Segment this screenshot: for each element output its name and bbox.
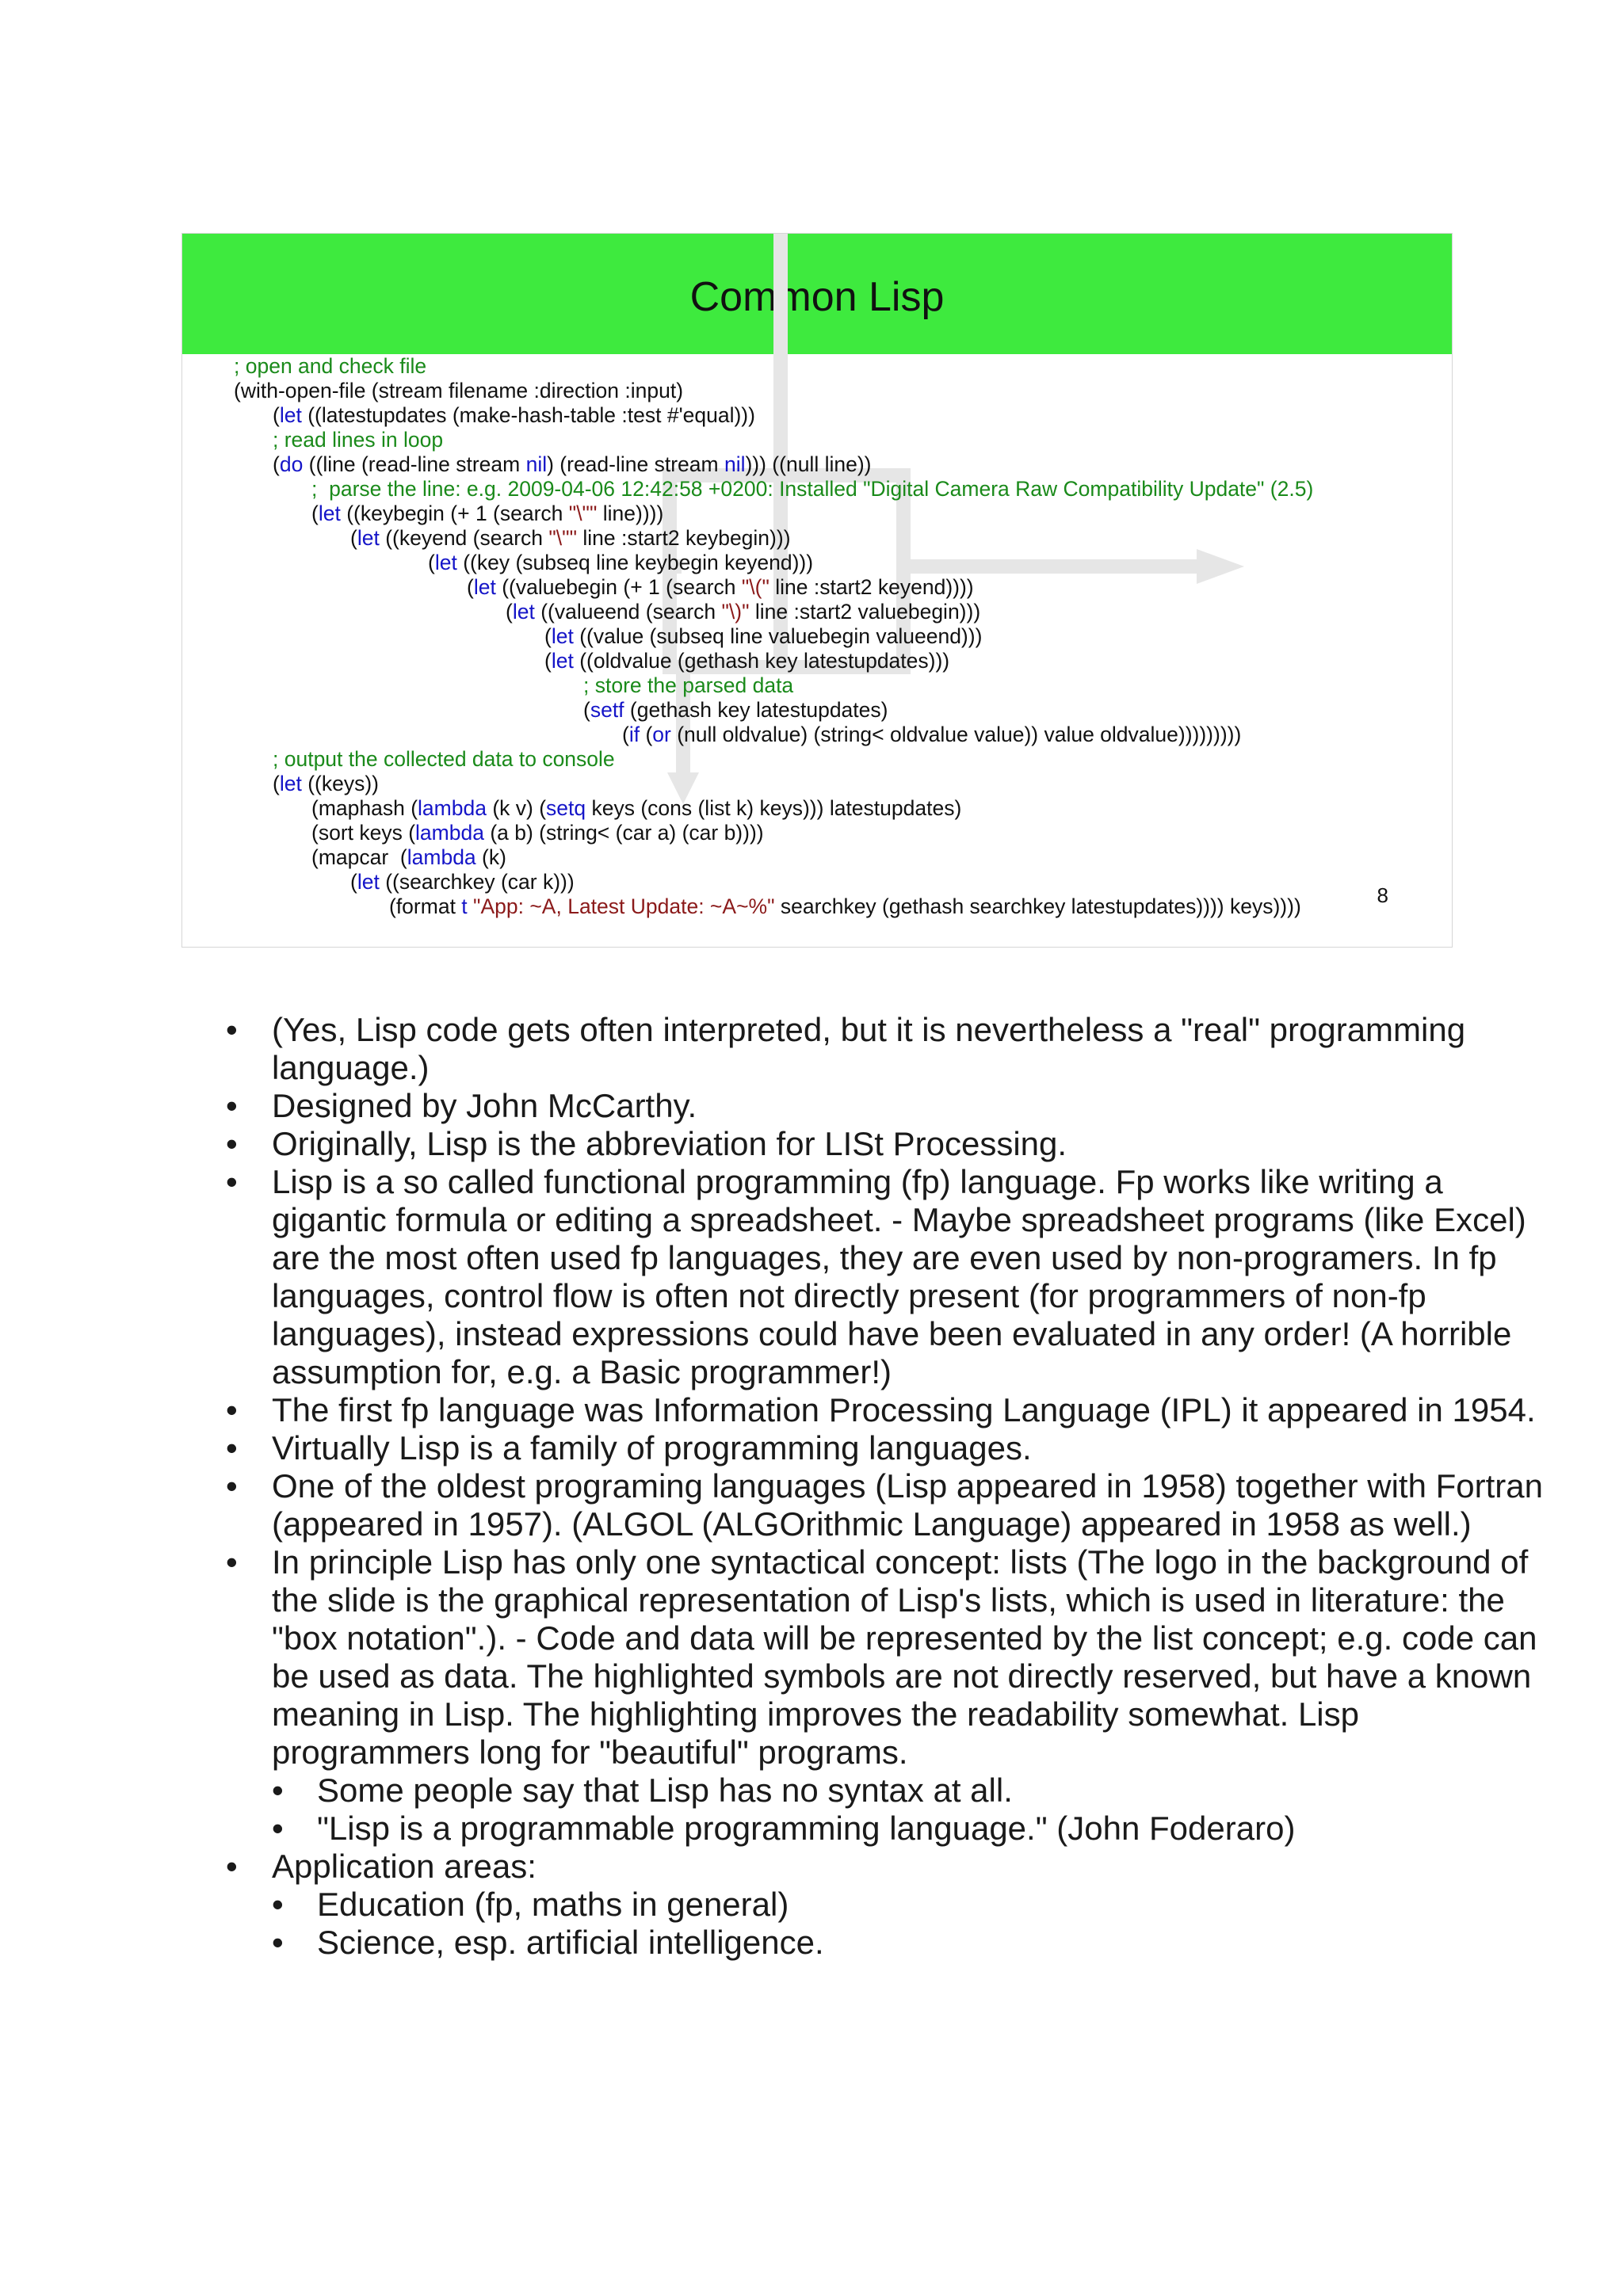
code-text: (a b) (string< (car a) (car b)))): [483, 821, 764, 845]
code-text: (: [350, 526, 357, 550]
code-keyword: setf: [590, 698, 624, 722]
code-text: ((valuebegin (+ 1 (search: [495, 575, 742, 599]
code-text: [468, 894, 473, 918]
bullet-icon: •: [226, 1429, 238, 1466]
code-text: (format: [389, 894, 462, 918]
bullet-text: Application areas:: [272, 1848, 537, 1885]
code-keyword: or: [652, 723, 671, 746]
code-line: [234, 894, 1313, 919]
code-text: ((valueend (search: [534, 600, 722, 624]
code-comment: ; open and check file: [234, 354, 427, 378]
code-text: (k): [475, 845, 506, 869]
bullet-text: Education (fp, maths in general): [317, 1886, 789, 1923]
code-text: (: [583, 698, 590, 722]
code-text: (: [622, 723, 629, 746]
bullet-text: In principle Lisp has only one syntactical concept: lists (The logo in the background of the slide is the graphical representation of Lisp's lists, which is used in literature: the "box notation".). - Code and data will be represented by the list concept; e.g. code can be used as data. The highlighted symbols are not directly reserved, but have a known meaning in Lisp. The highlighting improves the readability somewhat. Lisp programmers long for "beautiful" programs.: [272, 1543, 1537, 1771]
code-comment: ; output the collected data to console: [273, 747, 615, 771]
code-text: (with-open-file (stream filename :direction :input): [234, 379, 684, 402]
code-line: [234, 354, 1313, 379]
code-keyword: let: [551, 649, 574, 673]
code-text: ))) ((null line)): [745, 452, 872, 476]
code-keyword: t: [461, 894, 468, 918]
code-text: (: [273, 452, 280, 476]
code-line: [234, 379, 1313, 403]
code-string: "\"": [548, 526, 577, 550]
bullet-icon: •: [226, 1011, 238, 1048]
code-keyword: let: [318, 502, 341, 525]
code-line: [234, 600, 1313, 624]
bullet-icon: •: [226, 1391, 238, 1428]
code-line: [234, 526, 1313, 551]
code-text: ((keys)): [301, 772, 379, 795]
bullet-icon: •: [226, 1125, 238, 1162]
bullet-text: One of the oldest programing languages (Lisp appeared in 1958) together with Fortran (appeared in 1957). (ALGOL (ALGOrithmic Language) appeared in 1958 as well.): [272, 1467, 1543, 1543]
code-keyword: let: [551, 624, 574, 648]
slide-title: Common Lisp: [689, 274, 945, 320]
code-string: "\"": [568, 502, 598, 525]
code-text: line :start2 valuebegin))): [749, 600, 981, 624]
code-line: [234, 502, 1313, 526]
code-text: (: [273, 772, 280, 795]
code-text: ((keybegin (+ 1 (search: [340, 502, 569, 525]
code-text: (gethash key latestupdates): [624, 698, 888, 722]
code-line: [234, 624, 1313, 649]
code-text: keys (cons (list k) keys))) latestupdates): [586, 796, 962, 820]
code-text: (maphash (: [311, 796, 418, 820]
bullet-item: [0, 1163, 1623, 1391]
code-comment: ; parse the line: e.g. 2009-04-06 12:42:58 +0200: Installed "Digital Camera Raw Compatibility Update" (2.5): [311, 477, 1314, 501]
code-keyword: do: [279, 452, 304, 476]
bullet-text: Lisp is a so called functional programming (fp) language. Fp works like writing a gigantic formula or editing a spreadsheet. - Maybe spreadsheet programs (like Excel) are the most often used fp languages, they are even used by non-programers. In fp languages, control flow is often not directly present (for programmers of non-fp languages), instead expressions could have been evaluated in any order! (A horrible assumption for, e.g. a Basic programmer!): [272, 1163, 1526, 1390]
code-line: [234, 870, 1313, 894]
code-text: (mapcar (: [311, 845, 407, 869]
code-string: "\)": [721, 600, 750, 624]
bullet-text: The first fp language was Information Processing Language (IPL) it appeared in 1954.: [272, 1391, 1536, 1428]
bullet-text: Designed by John McCarthy.: [272, 1087, 697, 1124]
code-line: [234, 477, 1313, 502]
bullet-item: [0, 1467, 1623, 1543]
code-text: ) (read-line stream: [547, 452, 724, 476]
code-string: "\(": [741, 575, 769, 599]
bullet-icon: •: [226, 1087, 238, 1124]
code-line: [234, 649, 1313, 673]
code-line: [234, 575, 1313, 600]
code-text: searchkey (gethash searchkey latestupdates)))) keys)))): [774, 894, 1301, 918]
bullet-item: [0, 1848, 1623, 1886]
bullet-item: [0, 1125, 1623, 1163]
bullet-icon: •: [272, 1886, 284, 1923]
code-keyword: if: [628, 723, 640, 746]
code-comment: ; store the parsed data: [583, 673, 794, 697]
code-text: (: [311, 502, 319, 525]
code-keyword: let: [357, 870, 380, 894]
code-line: [234, 698, 1313, 723]
code-keyword: lambda: [415, 821, 484, 845]
code-text: (: [428, 551, 435, 574]
code-text: (: [350, 870, 357, 894]
bullet-text: Science, esp. artificial intelligence.: [317, 1924, 824, 1961]
bullet-text: Originally, Lisp is the abbreviation for LISt Processing.: [272, 1125, 1067, 1162]
bullet-icon: •: [272, 1772, 284, 1809]
bullet-icon: •: [226, 1467, 238, 1505]
bullet-item: [0, 1087, 1623, 1125]
code-text: ((oldvalue (gethash key latestupdates))): [573, 649, 950, 673]
code-keyword: let: [512, 600, 535, 624]
code-text: ((keyend (search: [379, 526, 549, 550]
code-keyword: nil: [525, 452, 548, 476]
code-line: [234, 772, 1313, 796]
code-text: (: [506, 600, 513, 624]
bullet-text: Virtually Lisp is a family of programming languages.: [272, 1429, 1032, 1466]
code-keyword: setq: [546, 796, 586, 820]
bullet-icon: •: [272, 1810, 284, 1847]
speaker-notes: [0, 1011, 1623, 1962]
bullet-item: [0, 1011, 1623, 1087]
code-text: (: [467, 575, 474, 599]
code-line: [234, 821, 1313, 845]
code-text: ((key (subseq line keybegin keyend))): [456, 551, 814, 574]
bullet-item: [0, 1429, 1623, 1467]
code-keyword: nil: [724, 452, 746, 476]
code-text: ((searchkey (car k))): [379, 870, 575, 894]
sub-bullet-item: [0, 1810, 1623, 1848]
code-keyword: let: [357, 526, 380, 550]
code-keyword: let: [279, 772, 302, 795]
code-comment: ; read lines in loop: [273, 428, 444, 452]
bullet-icon: •: [226, 1848, 238, 1885]
code-text: (null oldvalue) (string< oldvalue value)) value oldvalue))))))))): [670, 723, 1242, 746]
slide-page-number: 8: [1377, 883, 1388, 907]
bullet-text: Some people say that Lisp has no syntax at all.: [317, 1772, 1013, 1809]
code-text: ((latestupdates (make-hash-table :test #'equal))): [301, 403, 755, 427]
code-text: ((line (read-line stream: [303, 452, 526, 476]
sub-bullet-item: [0, 1772, 1623, 1810]
sub-bullet-item: [0, 1886, 1623, 1924]
bullet-item: [0, 1391, 1623, 1429]
code-keyword: let: [279, 403, 302, 427]
code-line: [234, 403, 1313, 428]
code-line: [234, 845, 1313, 870]
code-line: [234, 452, 1313, 477]
code-text: line :start2 keyend)))): [769, 575, 974, 599]
code-string: "App: ~A, Latest Update: ~A~%": [473, 894, 775, 918]
code-keyword: lambda: [418, 796, 487, 820]
bullet-icon: •: [226, 1543, 238, 1581]
code-text: ((value (subseq line valuebegin valueend))): [573, 624, 983, 648]
code-line: [234, 796, 1313, 821]
code-text: (: [640, 723, 653, 746]
code-line: [234, 551, 1313, 575]
code-line: [234, 723, 1313, 747]
bullet-icon: •: [272, 1924, 284, 1961]
code-keyword: let: [473, 575, 496, 599]
code-keyword: lambda: [407, 845, 476, 869]
code-text: (k v) (: [486, 796, 547, 820]
sub-bullet-item: [0, 1924, 1623, 1962]
code-keyword: let: [434, 551, 457, 574]
bullet-icon: •: [226, 1163, 238, 1200]
lisp-code-block: [234, 354, 1313, 919]
code-text: (: [544, 624, 552, 648]
code-text: line :start2 keybegin))): [576, 526, 791, 550]
code-line: [234, 673, 1313, 698]
code-line: [234, 428, 1313, 452]
slide: [181, 233, 1453, 948]
bullet-item: [0, 1543, 1623, 1772]
bullet-text: "Lisp is a programmable programming language." (John Foderaro): [317, 1810, 1296, 1847]
code-text: (: [544, 649, 552, 673]
code-text: (sort keys (: [311, 821, 416, 845]
bullet-text: (Yes, Lisp code gets often interpreted, but it is nevertheless a "real" programming language.): [272, 1011, 1466, 1086]
code-text: line)))): [597, 502, 664, 525]
code-line: [234, 747, 1313, 772]
code-text: (: [273, 403, 280, 427]
